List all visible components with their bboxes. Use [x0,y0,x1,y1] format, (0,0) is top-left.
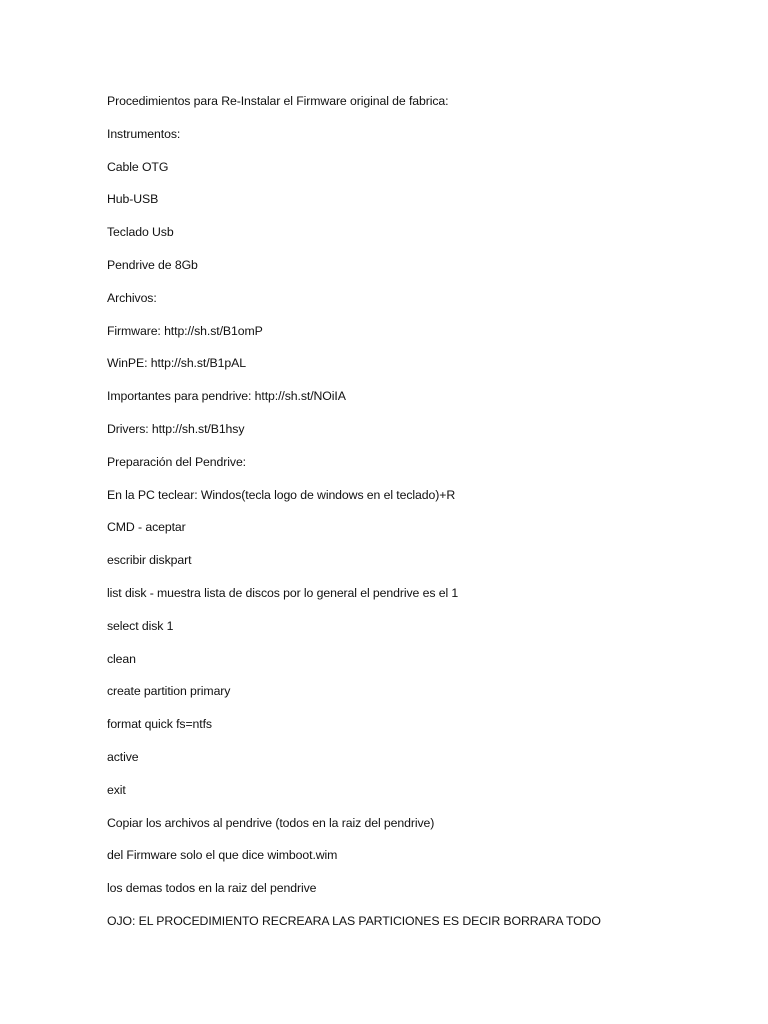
command-line: select disk 1 [107,618,174,633]
section-heading-preparacion: Preparación del Pendrive: [107,454,246,469]
section-heading-instrumentos: Instrumentos: [107,126,181,141]
instruction-line: Copiar los archivos al pendrive (todos en la raiz del pendrive) [107,815,435,830]
instruction-line: list disk - muestra lista de discos por lo general el pendrive es el 1 [107,585,459,600]
instruction-line: los demas todos en la raiz del pendrive [107,881,317,896]
instruction-line: escribir diskpart [107,553,192,568]
file-link-line: WinPE: http://sh.st/B1pAL [107,356,246,371]
command-line: active [107,749,139,764]
instruction-line: En la PC teclear: Windos(tecla logo de windows en el teclado)+R [107,487,456,502]
instrument-item: Cable OTG [107,159,169,174]
instrument-item: Hub-USB [107,192,159,207]
command-line: create partition primary [107,684,231,699]
file-link-line: Drivers: http://sh.st/B1hsy [107,421,245,436]
section-heading-archivos: Archivos: [107,290,157,305]
file-link-line: Firmware: http://sh.st/B1omP [107,323,263,338]
document-body [107,92,727,945]
file-link-line: Importantes para pendrive: http://sh.st/NOiIA [107,389,346,404]
warning-line: OJO: EL PROCEDIMIENTO RECREARA LAS PARTICIONES ES DECIR BORRARA TODO [107,913,601,928]
instruction-line: del Firmware solo el que dice wimboot.wim [107,848,338,863]
command-line: exit [107,782,126,797]
instrument-item: Pendrive de 8Gb [107,257,198,272]
instruction-line: CMD - aceptar [107,520,186,535]
document-title: Procedimientos para Re-Instalar el Firmware original de fabrica: [107,94,449,108]
instrument-item: Teclado Usb [107,225,174,240]
command-line: clean [107,651,136,666]
command-line: format quick fs=ntfs [107,717,212,732]
